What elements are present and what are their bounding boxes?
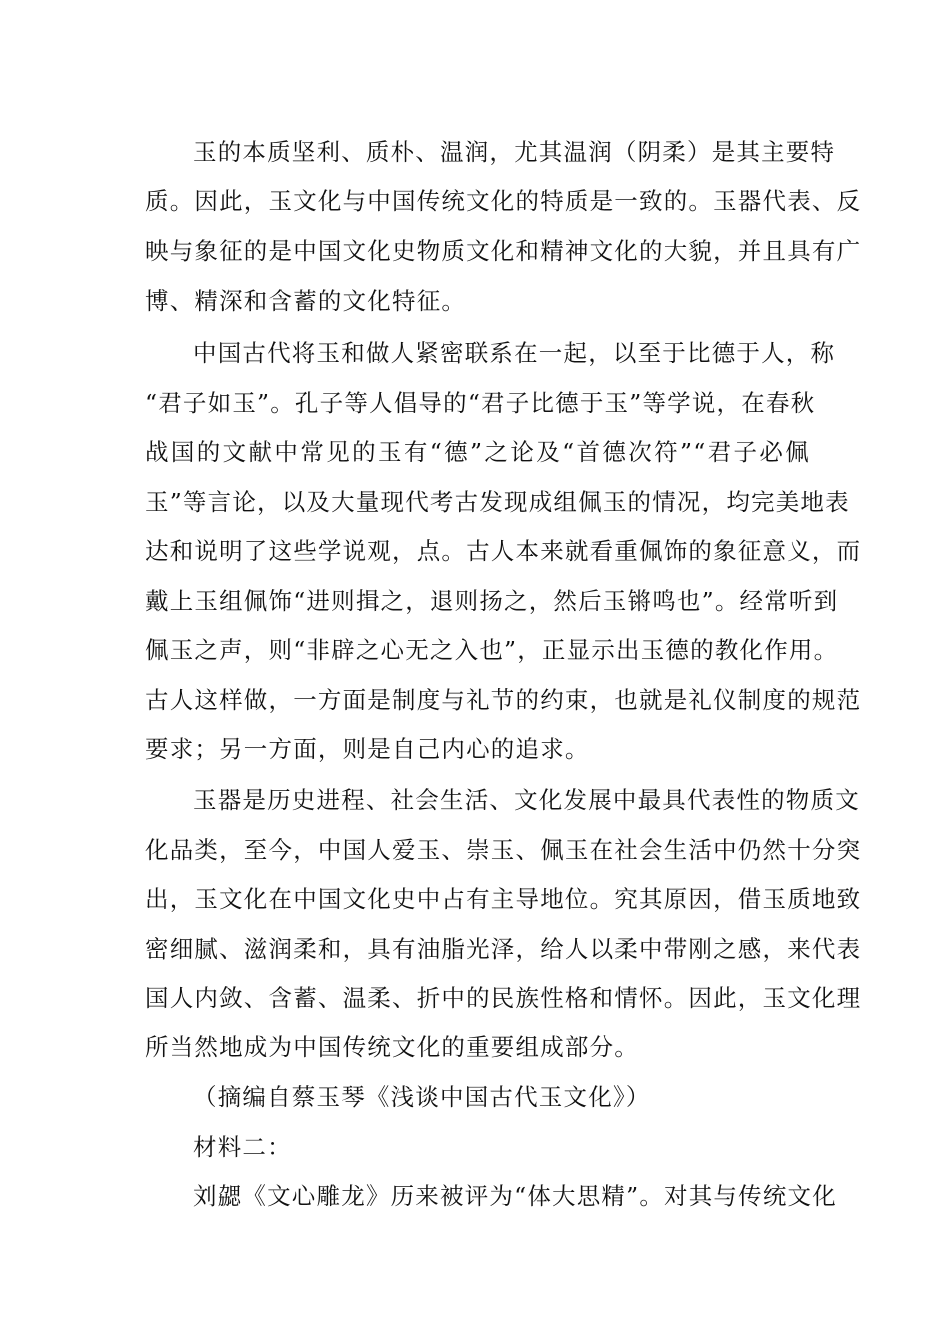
paragraph-2-line-5: 达和说明了这些学说观，点。古人本来就看重佩饰的象征意义，而 (145, 537, 862, 565)
material-two-heading: 材料二： (193, 1133, 292, 1161)
paragraph-2-line-2: “君子如玉”。孔子等人倡导的“君子比德于玉”等学说，在春秋 (145, 389, 816, 417)
paragraph-2-line-3: 战国的文献中常见的玉有“德”之论及“首德次符”“君子必佩 (145, 438, 810, 466)
paragraph-3-line-5: 国人内敛、含蓄、温柔、折中的民族性格和情怀。因此，玉文化理 (145, 984, 862, 1012)
paragraph-2-line-7: 佩玉之声，则“非辟之心无之入也”，正显示出玉德的教化作用。 (145, 636, 839, 664)
paragraph-1-line-1: 玉的本质坚利、质朴、温润，尤其温润（阴柔）是其主要特 (193, 138, 836, 166)
paragraph-3-line-1: 玉器是历史进程、社会生活、文化发展中最具代表性的物质文 (193, 786, 860, 814)
paragraph-1-line-4: 博、精深和含蓄的文化特征。 (145, 287, 467, 315)
material-two-first-line: 刘勰《文心雕龙》历来被评为“体大思精”。对其与传统文化 (193, 1182, 837, 1210)
paragraph-2-line-9: 要求；另一方面，则是自己内心的追求。 (145, 735, 590, 763)
paragraph-2-line-4: 玉”等言论，以及大量现代考古发现成组佩玉的情况，均完美地表 (145, 488, 850, 516)
paragraph-3-line-6: 所当然地成为中国传统文化的重要组成部分。 (145, 1033, 639, 1061)
paragraph-2-line-6: 戴上玉组佩饰“进则揖之，退则扬之，然后玉锵鸣也”。经常听到 (145, 587, 839, 615)
paragraph-3-line-3: 出，玉文化在中国文化史中占有主导地位。究其原因，借玉质地致 (145, 885, 862, 913)
paragraph-1-line-2: 质。因此，玉文化与中国传统文化的特质是一致的。玉器代表、反 (145, 187, 862, 215)
paragraph-3-line-2: 化品类，至今，中国人爱玉、崇玉、佩玉在社会生活中仍然十分突 (145, 836, 862, 864)
paragraph-2-line-1: 中国古代将玉和做人紧密联系在一起，以至于比德于人，称 (193, 339, 836, 367)
paragraph-2-line-8: 古人这样做，一方面是制度与礼节的约束，也就是礼仪制度的规范 (145, 686, 862, 714)
paragraph-1-line-3: 映与象征的是中国文化史物质文化和精神文化的大貌，并且具有广 (145, 237, 862, 265)
source-citation: （摘编自蔡玉琴《浅谈中国古代玉文化》） (193, 1083, 651, 1111)
paragraph-3-line-4: 密细腻、滋润柔和，具有油脂光泽，给人以柔中带刚之感，来代表 (145, 935, 862, 963)
